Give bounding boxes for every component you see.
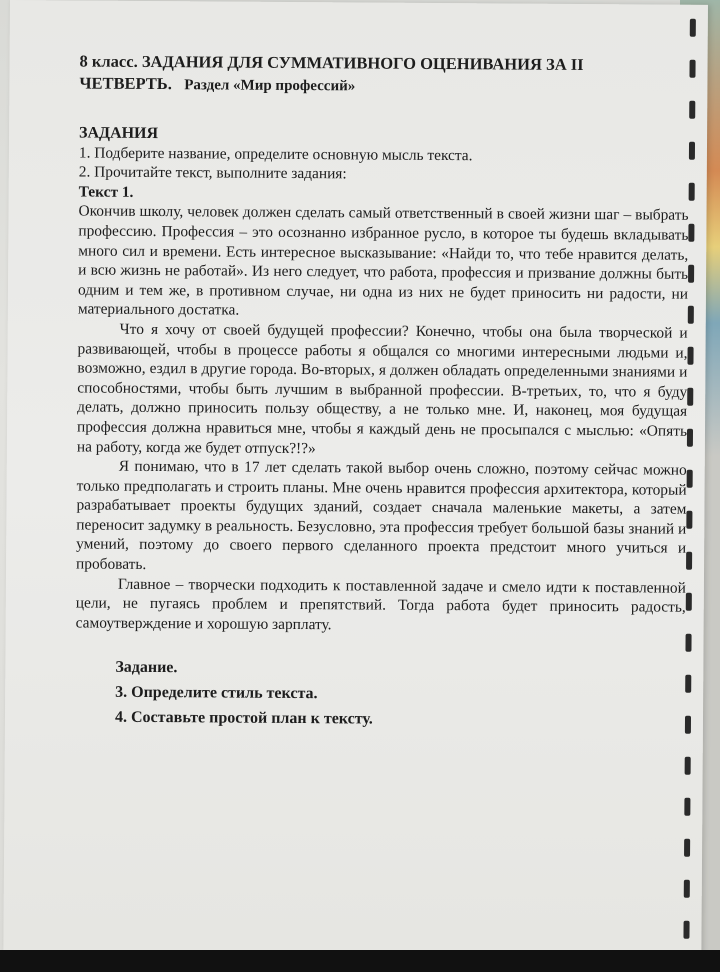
spiral-ring (689, 183, 695, 201)
task-line-1: 1. Подберите название, определите основную мысль текста. (78, 144, 473, 164)
document-page (3, 0, 708, 950)
spiral-ring (683, 921, 689, 939)
spiral-ring (690, 19, 696, 37)
spiral-ring (687, 347, 693, 365)
spiral-ring (688, 306, 694, 324)
spiral-ring (684, 839, 690, 857)
spiral-ring (685, 716, 691, 734)
spiral-ring (688, 224, 694, 242)
spiral-ring (686, 511, 692, 529)
spiral-ring (684, 880, 690, 898)
text-paragraph-2: Что я хочу от своей будущей профессии? Конечно, чтобы она была творческой и развивающей, чтобы в процессе работы я общался со многими интересными людьми и, возможно, ездил в другие города. Во-вторых, я должен обладать определенными знаниями и способностями, чтобы быть лучшим в выбранной профессии. В-третьих, то, что я буду делать, должно приносить пользу обществу, а не только мне. И, наконец, моя будущая профессия должна нравиться мне, чтобы я каждый день не просыпался с мыслью: «Опять на работу, когда же будет отпуск?!?» (76, 320, 688, 457)
worksheet-title (79, 50, 689, 99)
spiral-ring (685, 634, 691, 652)
spiral-ring (686, 593, 692, 611)
spiral-ring (689, 101, 695, 119)
document-content (75, 50, 690, 734)
spiral-ring (687, 388, 693, 406)
task-line-2: 2. Прочитайте текст, выполните задания: (78, 163, 347, 183)
spiral-ring (686, 552, 692, 570)
spiral-ring (689, 60, 695, 78)
text-label: Текст 1. (78, 183, 134, 201)
text-paragraph-4: Главное – творчески подходить к поставленной задаче и смело идти к поставленной цели, не пугаясь проблем и препятствий. Тогда работа будет приносить радость, самоутверждение и хорошую зарплату. (75, 575, 686, 634)
text-paragraph-3: Я понимаю, что в 17 лет сделать такой выбор очень сложно, поэтому сейчас можно только предполагать и строить планы. Мне очень нравится профессия архитектора, который разрабатывает проекты будущих зданий, создает сначала маленькие макеты, а затем переносит задумку в реальность. Безусловно, эта профессия требует большой базы знаний и умений, поэтому до своего первого сделанного проекта предстоит много учиться и пробовать. (76, 457, 687, 574)
title-quarter: ЧЕТВЕРТЬ. (79, 73, 172, 94)
assignment-item-3: 3. Определите стиль текста. (115, 684, 318, 703)
text-paragraph-1: Окончив школу, человек должен сделать самый ответственный в своей жизни шаг – выбрать профессию. Профессия – это осознанно избранное русло, в которое ты будешь вкладывать много сил и времени. Есть интересное высказывание: «Найди то, что тебе нравится делать, и всю жизнь не работай». Из него следует, что работа, профессия и призвание должны быть одним и тем же, в противном случае, ни одна из них не будет приносить ни радости, ни материального достатка. (77, 202, 689, 319)
assignment-heading: Задание. (115, 659, 178, 677)
spiral-ring (687, 429, 693, 447)
title-section: Раздел «Мир профессий» (184, 77, 356, 95)
spiral-ring (684, 798, 690, 816)
spiral-ring (688, 265, 694, 283)
assignment-item-4: 4. Составьте простой план к тексту. (114, 709, 373, 728)
title-line-1: 8 класс. ЗАДАНИЯ ДЛЯ СУММАТИВНОГО ОЦЕНИВАНИЯ ЗА II (79, 51, 584, 75)
tasks-heading: ЗАДАНИЯ (79, 124, 159, 143)
bottom-black-bar (0, 950, 720, 972)
spiral-ring (689, 142, 695, 160)
spiral-ring (685, 675, 691, 693)
spiral-ring (687, 470, 693, 488)
spiral-ring (685, 757, 691, 775)
